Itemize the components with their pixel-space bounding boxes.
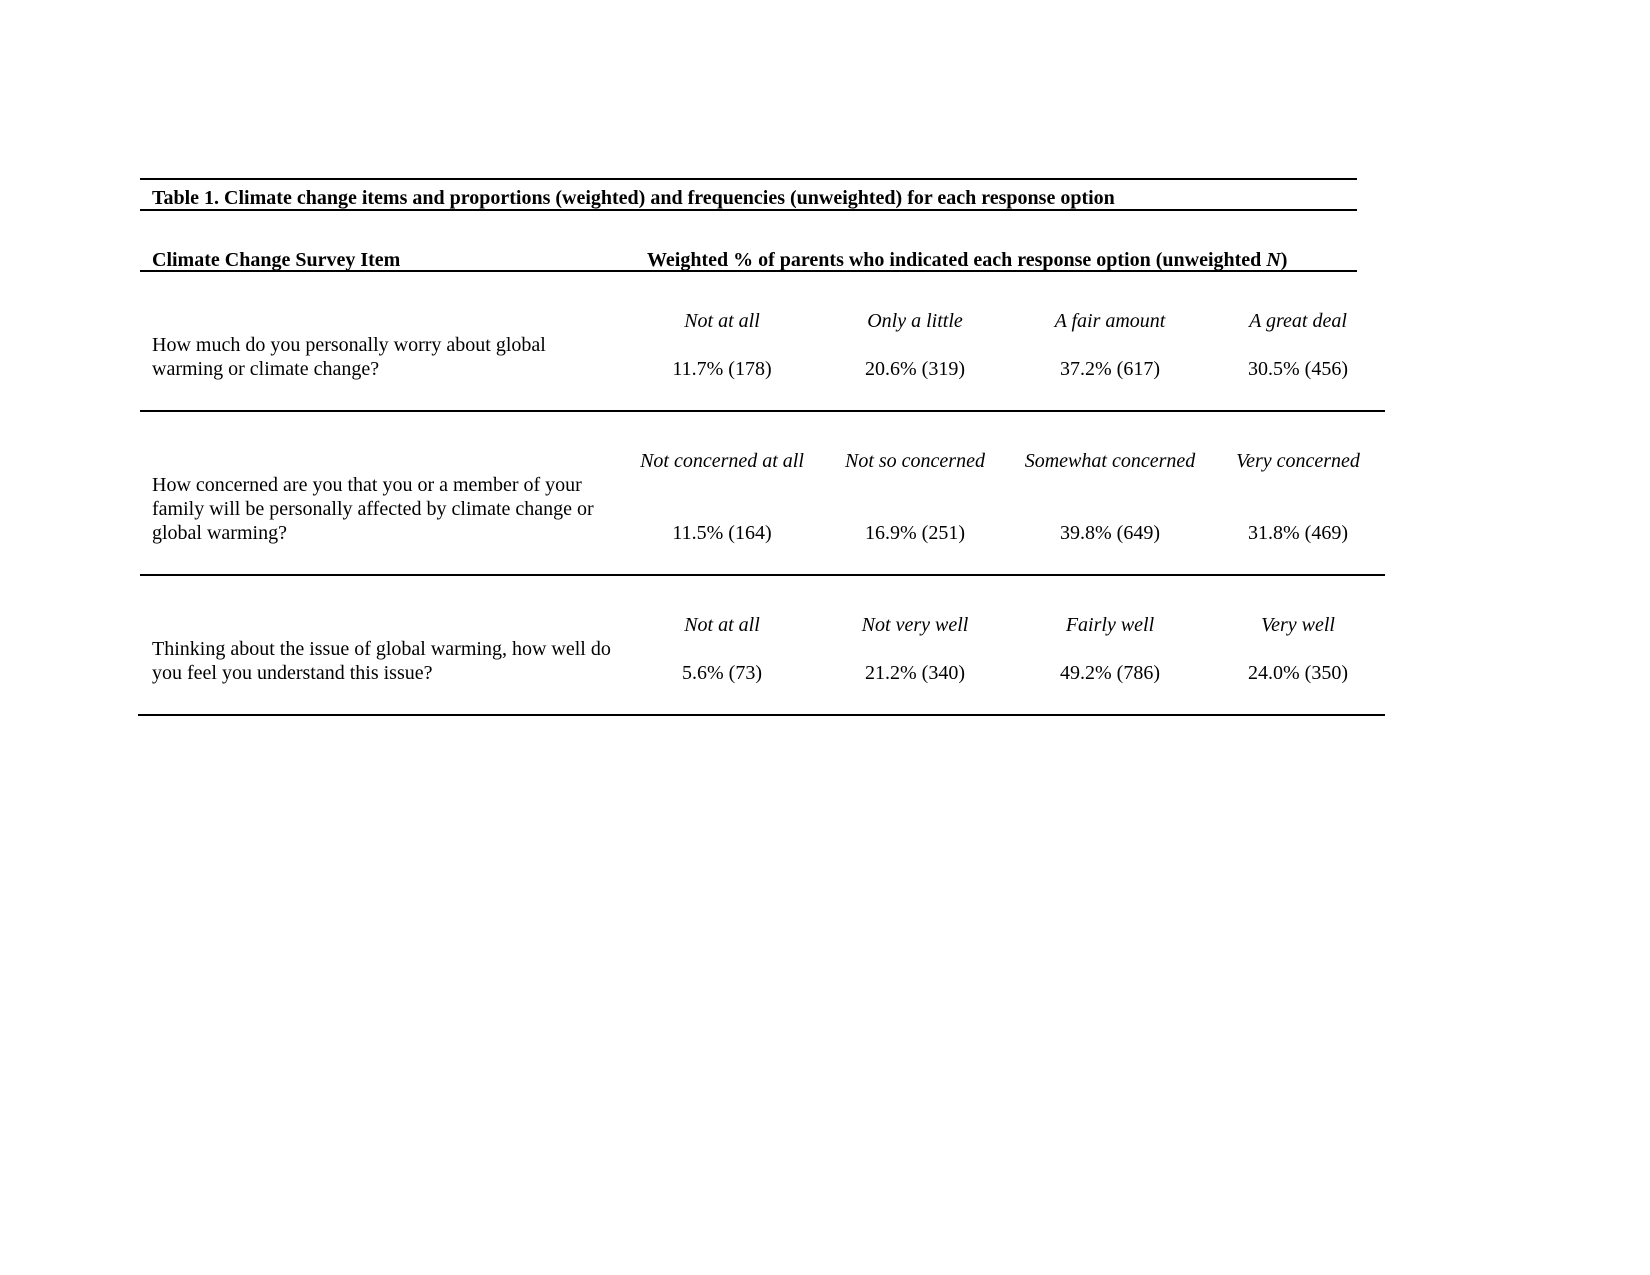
response-value: 24.0% (350) [1248,662,1348,684]
table-top-rule [140,178,1357,180]
response-value: 11.7% (178) [672,358,772,380]
header-response-options [647,248,1287,272]
survey-question-1: How much do you personally worry about global warming or climate change? [152,334,546,380]
response-value: 31.8% (469) [1248,522,1348,544]
survey-question-2: How concerned are you that you or a member of your family will be personally affected by climate change or global warming? [152,474,594,544]
row-divider-1 [140,410,1385,412]
response-option-label: Only a little [867,310,963,332]
response-option-label: Very well [1261,614,1335,636]
response-option-label: A great deal [1249,310,1347,332]
row-divider-2 [140,574,1385,576]
header-response-n: N [1266,249,1281,271]
response-option-label: Not very well [861,614,969,636]
response-value: 39.8% (649) [1060,522,1160,544]
header-response-prefix: Weighted % of parents who indicated each response option (unweighted [647,249,1267,271]
response-value: 30.5% (456) [1248,358,1348,380]
response-value: 49.2% (786) [1060,662,1160,684]
response-option-label: A fair amount [1054,310,1166,332]
response-value: 37.2% (617) [1060,358,1160,380]
response-option-label: Fairly well [1065,614,1155,636]
response-value: 5.6% (73) [682,662,762,684]
response-option-label: Not at all [684,614,760,636]
response-option-label: Not concerned at all [640,450,804,472]
response-option-label: Not at all [684,310,760,332]
response-option-label: Somewhat concerned [1024,450,1196,472]
response-value: 20.6% (319) [865,358,965,380]
response-option-label: Not so concerned [845,450,985,472]
header-response-suffix: ) [1280,249,1288,271]
response-option-label: Very concerned [1236,450,1360,472]
survey-question-3: Thinking about the issue of global warming, how well do you feel you understand this issue? [152,638,611,684]
table-bottom-rule [138,714,1385,716]
response-value: 11.5% (164) [672,522,772,544]
header-survey-item: Climate Change Survey Item [152,249,401,271]
table-caption: Table 1. Climate change items and proportions (weighted) and frequencies (unweighted) for each response option [152,187,1115,209]
response-value: 16.9% (251) [865,522,965,544]
response-value: 21.2% (340) [865,662,965,684]
